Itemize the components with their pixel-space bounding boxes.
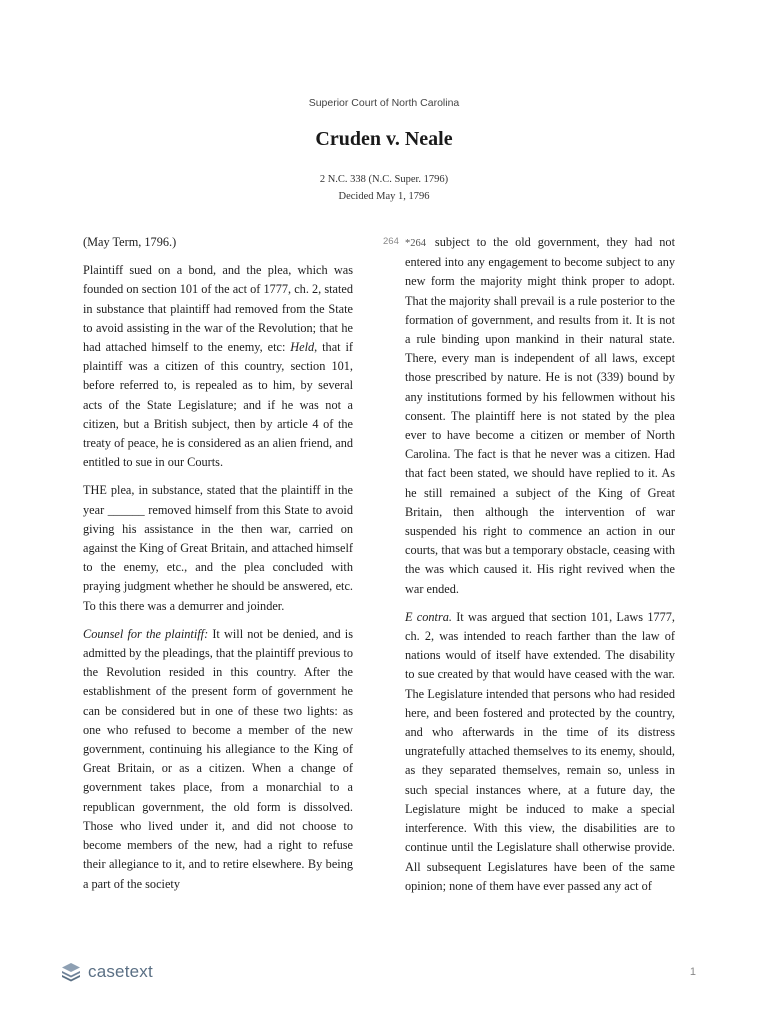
held-label: Held [290, 340, 315, 355]
term-paragraph: (May Term, 1796.) [83, 235, 177, 249]
argument-text: subject to the old government, they had not entered into any engagement to become subject to any new form the majority might think proper to adopt. That the majority shall prevail is a rule posterior to the formation of government, and results from it. It is not a rule binding upon mankind in their natural state. There, every man is independent of all laws, except those prescribed by nature. He is not (339) bound by any institutions formed by his fellowmen without his consent. The plaintiff here is not stated by the plea ever to have become a citizen or member of North Carolina. The fact is that he never was a citizen. Had that fact been stated, we should have replied to it. As he still remained a subject of the King of Great Britain, then although the intervention of war suspended his right to commence an action in our courts, that was but a temporary obstacle, ceasing with the was which caused it. His right revived when the war ended. [405, 235, 675, 596]
case-title: Cruden v. Neale [315, 128, 453, 150]
court-name: Superior Court of North Carolina [308, 97, 460, 109]
counsel-text: It will not be denied, and is admitted by the pleadings, that the plaintiff previous to the Revolution resided in this country. After the establishment of the present form of government he can be considered but in one of these two lights: as one who refused to become a member of the new government, continuing his allegiance to the King of Great Britain, or as a citizen. When a change of government takes place, from a monarchial to a republican government, the old form is dissolved. Those who lived under it, and did not choose to become members of the new, had a right to refuse their allegiance to it, and to retire elsewhere. By being a part of the society [83, 626, 353, 891]
plea-paragraph: THE plea, in substance, stated that the plaintiff in the year ______ removed himself from this State to avoid giving his assistance in the then war, carried on against the King of Great Britain, and attached himself to the enemy, etc., and the plea concluded with praying judgment whether he should be answered, etc. To this there was a demurrer and joinder. [83, 483, 353, 613]
counsel-paragraph [83, 625, 353, 894]
margin-page-number: 264 [383, 236, 399, 247]
headnote-text-b: , that if plaintiff was a citizen of this country, section 101, before referred to, is repealed as to him, by several acts of the State Legislature; and if he was not a citizen, but a British subject, then by article 4 of the treaty of peace, he is considered as an alien friend, and entitled to sue in our Courts. [83, 340, 353, 470]
citation: 2 N.C. 338 (N.C. Super. 1796) [319, 174, 449, 185]
star-page-number: *264 [405, 238, 426, 249]
contra-paragraph [405, 608, 675, 896]
casetext-logo[interactable] [60, 960, 153, 984]
page-number: 1 [689, 966, 696, 978]
contra-text: It was argued that section 101, Laws 1777, ch. 2, was intended to reach farther than the law of nations would of itself have extended. The disability to sue created by that would have ceased with the war. The Legislature intended that persons who had resided here, and been fostered and protected by the country, and who afterwards in the time of its distress ungratefully attached themselves to its enemy, should, as they separated themselves, remain so, unless in such special instances where, at a future day, the Legislature might be induced to make a special interference. With this view, the disabilities are to continue until the Legislature shall otherwise provide. All subsequent Legislatures have been of the same opinion; none of them have ever passed any act of [405, 609, 675, 893]
logo-text: casetext [88, 962, 153, 981]
headnote-text-a: Plaintiff sued on a bond, and the plea, which was founded on section 101 of the act of 1777, ch. 2, stated in substance that plaintiff had removed from the State to avoid assisting in the war of the Revolution; that he had attached himself to the enemy, etc: [83, 263, 353, 355]
stack-layers-icon [60, 961, 82, 983]
decided-date: Decided May 1, 1796 [338, 191, 430, 202]
counsel-label: Counsel for the plaintiff: [83, 626, 209, 641]
argument-paragraph [405, 233, 675, 599]
contra-label: E contra. [405, 609, 452, 624]
headnote-paragraph [83, 261, 353, 472]
right-column [405, 233, 675, 905]
left-column [83, 233, 353, 903]
